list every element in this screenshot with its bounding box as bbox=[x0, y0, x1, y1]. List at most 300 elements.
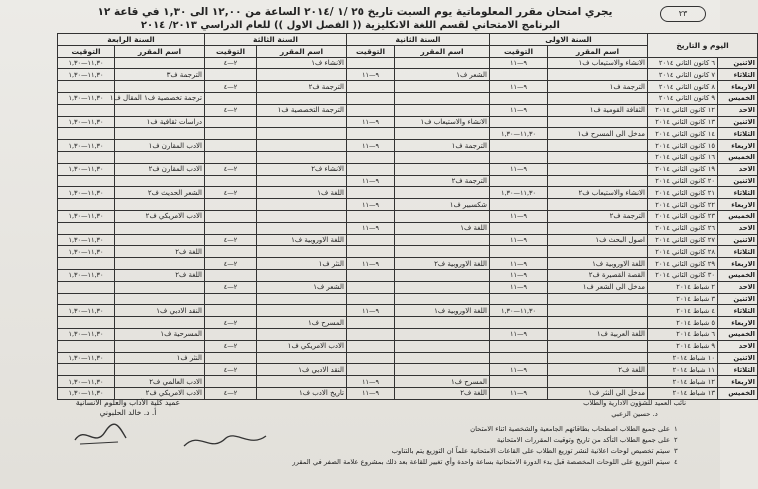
year2-subject-cell bbox=[395, 57, 490, 69]
day-cell: الاربعاء bbox=[718, 376, 758, 388]
year3-time-cell bbox=[205, 269, 257, 281]
year3-time-cell: ٢—٤ bbox=[205, 317, 257, 329]
year1-subject-cell: الترجمة ف٢ bbox=[548, 210, 648, 222]
year2-subject-cell bbox=[395, 187, 490, 199]
note-text: على جميع الطلاب التأكد من تاريخ وتوقيت المقررات الامتحانية bbox=[496, 436, 670, 444]
table-row bbox=[58, 222, 758, 234]
table-row bbox=[58, 57, 758, 69]
year4-time-cell: ١١,٣٠—١,٣٠ bbox=[58, 305, 115, 317]
year4-time-cell: ١١,٣٠—١,٣٠ bbox=[58, 92, 115, 104]
year4-time-cell bbox=[58, 128, 115, 140]
dean-signature-icon bbox=[70, 420, 130, 450]
date-cell: ١١ شباط ٢٠١٤ bbox=[648, 364, 718, 376]
year1-subject-cell bbox=[548, 222, 648, 234]
year4-time-cell: ١١,٣٠—١,٣٠ bbox=[58, 376, 115, 388]
year3-time-cell bbox=[205, 222, 257, 234]
date-cell: ٤ شباط ٢٠١٤ bbox=[648, 305, 718, 317]
day-cell: الاحد bbox=[718, 163, 758, 175]
year4-time-cell bbox=[58, 281, 115, 293]
year2-time-cell bbox=[347, 293, 395, 305]
year3-time-cell bbox=[205, 69, 257, 81]
time-column-header: التوقيت bbox=[205, 45, 257, 57]
year2-subject-cell bbox=[395, 234, 490, 246]
year4-subject-cell: الادب المقارن ف٢ bbox=[115, 163, 205, 175]
page-title: البرنامج الامتحاني لقسم اللغة الانكليزية (( الفصل الاول )) للعام الدراسي ٢٠١٣/ ٢٠١٤ bbox=[140, 20, 560, 31]
year2-subject-cell: اللغة الاوروبية ف٢ bbox=[395, 258, 490, 270]
year3-subject-cell bbox=[257, 69, 347, 81]
year3-subject-cell: الترجمة ف٢ bbox=[257, 81, 347, 93]
note-item bbox=[200, 424, 686, 435]
year2-time-cell bbox=[347, 57, 395, 69]
table-row bbox=[58, 128, 758, 140]
year2-time-cell: ٩—١١ bbox=[347, 387, 395, 399]
year4-time-cell: ١١,٣٠—١,٣٠ bbox=[58, 187, 115, 199]
note-item bbox=[200, 446, 686, 457]
year2-subject-cell: المسرح ف١ bbox=[395, 376, 490, 388]
year3-subject-cell: الترجمة التخصصية ف١ bbox=[257, 104, 347, 116]
subject-column-header: اسم المقرر bbox=[548, 45, 648, 57]
year3-subject-cell bbox=[257, 376, 347, 388]
table-row bbox=[58, 163, 758, 175]
year1-subject-cell bbox=[548, 69, 648, 81]
year1-subject-cell: الترجمة ف١ bbox=[548, 81, 648, 93]
year2-subject-cell: الشعر ف١ bbox=[395, 69, 490, 81]
year1-time-cell: ٩—١١ bbox=[490, 269, 548, 281]
year3-subject-cell bbox=[257, 140, 347, 152]
year2-subject-cell bbox=[395, 269, 490, 281]
year3-time-cell bbox=[205, 210, 257, 222]
year4-header: السنة الرابعة bbox=[58, 34, 205, 46]
year4-time-cell: ١١,٣٠—١,٣٠ bbox=[58, 269, 115, 281]
notes-list bbox=[200, 398, 686, 468]
year3-subject-cell bbox=[257, 175, 347, 187]
year1-time-cell bbox=[490, 340, 548, 352]
year4-subject-cell bbox=[115, 258, 205, 270]
year3-subject-cell bbox=[257, 293, 347, 305]
year2-subject-cell bbox=[395, 364, 490, 376]
table-row bbox=[58, 116, 758, 128]
year1-subject-cell: مدخل الى النثر ف١ bbox=[548, 387, 648, 399]
year1-time-cell bbox=[490, 92, 548, 104]
year4-subject-cell: الترجمة ف٣ bbox=[115, 69, 205, 81]
year2-time-cell bbox=[347, 364, 395, 376]
dean-name: أ. د. خالد الحلبوني bbox=[99, 408, 157, 417]
year3-subject-cell bbox=[257, 116, 347, 128]
year3-time-cell bbox=[205, 151, 257, 163]
year4-subject-cell: النقد الادبي ف١ bbox=[115, 305, 205, 317]
table-row bbox=[58, 246, 758, 258]
year1-subject-cell bbox=[548, 305, 648, 317]
year3-time-cell bbox=[205, 175, 257, 187]
year3-time-cell bbox=[205, 199, 257, 211]
date-cell: ١٣ كانون الثاني ٢٠١٤ bbox=[648, 116, 718, 128]
year4-subject-cell: دراسات ثقافية ف١ bbox=[115, 116, 205, 128]
year1-subject-cell bbox=[548, 175, 648, 187]
year2-time-cell bbox=[347, 281, 395, 293]
date-cell: ٢٣ كانون الثاني ٢٠١٤ bbox=[648, 210, 718, 222]
note-text: سيتم تخصيص لوحات اعلانية لنشر توزيع الطلاب على القاعات الامتحانية علماً ان التوزيع يتم بالتناوب bbox=[391, 447, 670, 455]
year1-subject-cell: اللغة العربية ف١ bbox=[548, 328, 648, 340]
day-cell: الاثنين bbox=[718, 352, 758, 364]
year4-subject-cell: الشعر الحديث ف٢ bbox=[115, 187, 205, 199]
year2-time-cell: ٩—١١ bbox=[347, 222, 395, 234]
year2-subject-cell bbox=[395, 128, 490, 140]
year2-time-cell: ٩—١١ bbox=[347, 140, 395, 152]
year3-subject-cell: الشعر ف١ bbox=[257, 281, 347, 293]
day-cell: الاربعاء bbox=[718, 199, 758, 211]
year2-time-cell bbox=[347, 92, 395, 104]
date-cell: ٣ شباط ٢٠١٤ bbox=[648, 293, 718, 305]
year4-time-cell bbox=[58, 293, 115, 305]
year4-time-cell: ١١,٣٠—١,٣٠ bbox=[58, 246, 115, 258]
date-cell: ٢٨ كانون الثاني ٢٠١٤ bbox=[648, 246, 718, 258]
year1-time-cell bbox=[490, 69, 548, 81]
date-cell: ٢٦ كانون الثاني ٢٠١٤ bbox=[648, 222, 718, 234]
year2-subject-cell bbox=[395, 81, 490, 93]
subject-column-header: اسم المقرر bbox=[257, 45, 347, 57]
year1-subject-cell: اللغة الاوروبية ف١ bbox=[548, 258, 648, 270]
year4-subject-cell bbox=[115, 199, 205, 211]
year1-time-cell: ١١,٣٠—١,٣٠ bbox=[490, 128, 548, 140]
note-text: سيتم التوزيع على اللوحات المخصصة قبل بدء الدورة الامتحانية بساعة واحدة وأي تغيير للقاعة بعد ذلك بمشروع علامة الصفر في المقرر bbox=[292, 458, 670, 466]
year1-time-cell: ٩—١١ bbox=[490, 234, 548, 246]
day-cell: الثلاثاء bbox=[718, 246, 758, 258]
year1-time-cell bbox=[490, 151, 548, 163]
year1-time-cell bbox=[490, 246, 548, 258]
year4-time-cell: ١١,٣٠—١,٣٠ bbox=[58, 210, 115, 222]
table-row bbox=[58, 151, 758, 163]
year3-subject-cell: النقد الادبي ف١ bbox=[257, 364, 347, 376]
year1-time-cell: ٩—١١ bbox=[490, 364, 548, 376]
year4-time-cell bbox=[58, 199, 115, 211]
day-cell: الاثنين bbox=[718, 116, 758, 128]
year4-time-cell bbox=[58, 104, 115, 116]
year3-subject-cell bbox=[257, 151, 347, 163]
year2-header: السنة الثانية bbox=[347, 34, 490, 46]
year3-time-cell bbox=[205, 328, 257, 340]
year2-time-cell bbox=[347, 210, 395, 222]
year2-subject-cell: اللغة ف١ bbox=[395, 222, 490, 234]
date-cell: ٩ شباط ٢٠١٤ bbox=[648, 340, 718, 352]
date-cell: ٨ كانون الثاني ٢٠١٤ bbox=[648, 81, 718, 93]
table-row bbox=[58, 293, 758, 305]
year3-subject-cell: اللغة ف١ bbox=[257, 187, 347, 199]
year2-subject-cell bbox=[395, 340, 490, 352]
year3-time-cell: ٢—٤ bbox=[205, 281, 257, 293]
date-cell: ١٩ كانون الثاني ٢٠١٤ bbox=[648, 163, 718, 175]
table-row bbox=[58, 269, 758, 281]
date-cell: ١٦ كانون الثاني ٢٠١٤ bbox=[648, 151, 718, 163]
year4-subject-cell: الادب الامريكي ف٢ bbox=[115, 387, 205, 399]
year2-subject-cell: اللغة ف٢ bbox=[395, 387, 490, 399]
year2-subject-cell bbox=[395, 293, 490, 305]
table-row bbox=[58, 376, 758, 388]
day-cell: الخميس bbox=[718, 387, 758, 399]
year1-time-cell bbox=[490, 140, 548, 152]
year1-time-cell bbox=[490, 376, 548, 388]
year3-header: السنة الثالثة bbox=[205, 34, 347, 46]
year3-subject-cell: اللغة الاوروبية ف١ bbox=[257, 234, 347, 246]
year3-subject-cell bbox=[257, 222, 347, 234]
day-cell: الاربعاء bbox=[718, 258, 758, 270]
table-row bbox=[58, 175, 758, 187]
year3-subject-cell: الانشاء ف١ bbox=[257, 57, 347, 69]
year4-time-cell: ١١,٣٠—١,٣٠ bbox=[58, 234, 115, 246]
year4-time-cell bbox=[58, 364, 115, 376]
year3-subject-cell bbox=[257, 246, 347, 258]
table-row bbox=[58, 140, 758, 152]
year1-subject-cell bbox=[548, 151, 648, 163]
date-cell: ٥ شباط ٢٠١٤ bbox=[648, 317, 718, 329]
year4-time-cell: ١١,٣٠—١,٣٠ bbox=[58, 69, 115, 81]
year1-subject-cell: الانشاء والاستيعاب ف٢ bbox=[548, 187, 648, 199]
year4-subject-cell: اللغة ف٢ bbox=[115, 269, 205, 281]
year3-time-cell bbox=[205, 128, 257, 140]
year4-subject-cell bbox=[115, 317, 205, 329]
year1-subject-cell bbox=[548, 246, 648, 258]
date-cell: ١٣ شباط ٢٠١٤ bbox=[648, 387, 718, 399]
day-date-header: اليوم و التاريخ bbox=[648, 34, 758, 58]
year2-time-cell bbox=[347, 128, 395, 140]
year2-subject-cell bbox=[395, 281, 490, 293]
year4-subject-cell: النثر ف١ bbox=[115, 352, 205, 364]
year2-subject-cell bbox=[395, 210, 490, 222]
table-row bbox=[58, 364, 758, 376]
year1-subject-cell bbox=[548, 92, 648, 104]
year4-subject-cell bbox=[115, 151, 205, 163]
year4-time-cell bbox=[58, 258, 115, 270]
year4-subject-cell: الادب المقارن ف١ bbox=[115, 140, 205, 152]
day-cell: الاثنين bbox=[718, 293, 758, 305]
year1-time-cell: ١١,٣٠—١,٣٠ bbox=[490, 187, 548, 199]
table-row bbox=[58, 69, 758, 81]
year1-time-cell: ١١,٣٠—١,٣٠ bbox=[490, 305, 548, 317]
note-number: ٢ bbox=[674, 436, 678, 444]
year4-time-cell: ١١,٣٠—١,٣٠ bbox=[58, 140, 115, 152]
year2-subject-cell bbox=[395, 104, 490, 116]
year3-time-cell: ٢—٤ bbox=[205, 387, 257, 399]
year2-time-cell: ٩—١١ bbox=[347, 258, 395, 270]
day-cell: الخميس bbox=[718, 210, 758, 222]
year1-time-cell: ٩—١١ bbox=[490, 81, 548, 93]
year1-subject-cell: الثقافة القومية ف١ bbox=[548, 104, 648, 116]
day-cell: الاحد bbox=[718, 104, 758, 116]
year3-time-cell: ٢—٤ bbox=[205, 163, 257, 175]
year3-subject-cell bbox=[257, 352, 347, 364]
time-column-header: التوقيت bbox=[490, 45, 548, 57]
day-cell: الثلاثاء bbox=[718, 364, 758, 376]
year4-subject-cell: الادب الامريكي ف٢ bbox=[115, 210, 205, 222]
day-cell: الاثنين bbox=[718, 57, 758, 69]
year1-header: السنة الاولى bbox=[490, 34, 648, 46]
year2-subject-cell: الانشاء والاستيعاب ف١ bbox=[395, 116, 490, 128]
date-cell: ٢١ كانون الثاني ٢٠١٤ bbox=[648, 187, 718, 199]
table-row bbox=[58, 104, 758, 116]
year4-subject-cell bbox=[115, 57, 205, 69]
year4-subject-cell bbox=[115, 104, 205, 116]
day-cell: الثلاثاء bbox=[718, 128, 758, 140]
year3-time-cell bbox=[205, 376, 257, 388]
table-row bbox=[58, 328, 758, 340]
date-cell: ٢٢ كانون الثاني ٢٠١٤ bbox=[648, 199, 718, 211]
year3-time-cell: ٢—٤ bbox=[205, 104, 257, 116]
date-cell: ٧ كانون الثاني ٢٠١٤ bbox=[648, 69, 718, 81]
year1-subject-cell bbox=[548, 293, 648, 305]
year2-time-cell: ٩—١١ bbox=[347, 305, 395, 317]
year1-time-cell bbox=[490, 293, 548, 305]
year1-time-cell bbox=[490, 116, 548, 128]
year1-subject-cell bbox=[548, 163, 648, 175]
year2-time-cell: ٩—١١ bbox=[347, 199, 395, 211]
table-row bbox=[58, 317, 758, 329]
exam-announcement: يجري امتحان مقرر المعلوماتية يوم السبت تاريخ ٢٥ /١ /٢٠١٤ الساعة من ١٢,٠٠ الى ١,٣٠ في قاعة ١٢ bbox=[97, 6, 613, 18]
year4-subject-cell bbox=[115, 281, 205, 293]
year2-time-cell bbox=[347, 187, 395, 199]
year1-subject-cell: الانشاء والاستيعاب ف١ bbox=[548, 57, 648, 69]
table-row bbox=[58, 305, 758, 317]
year3-time-cell: ٢—٤ bbox=[205, 258, 257, 270]
vice-dean-signature-block bbox=[583, 398, 686, 420]
table-row bbox=[58, 352, 758, 364]
year1-time-cell: ٩—١١ bbox=[490, 57, 548, 69]
year1-subject-cell bbox=[548, 376, 648, 388]
year3-time-cell bbox=[205, 140, 257, 152]
year1-subject-cell bbox=[548, 140, 648, 152]
date-cell: ١٠ شباط ٢٠١٤ bbox=[648, 352, 718, 364]
day-cell: الاحد bbox=[718, 340, 758, 352]
year1-time-cell: ٩—١١ bbox=[490, 258, 548, 270]
year2-subject-cell: شكسبير ف١ bbox=[395, 199, 490, 211]
year1-subject-cell: القصة القصيرة ف٢ bbox=[548, 269, 648, 281]
year2-time-cell bbox=[347, 317, 395, 329]
date-cell: ١٤ كانون الثاني ٢٠١٤ bbox=[648, 128, 718, 140]
day-cell: الاربعاء bbox=[718, 140, 758, 152]
day-cell: الثلاثاء bbox=[718, 69, 758, 81]
year1-time-cell bbox=[490, 222, 548, 234]
day-cell: الاحد bbox=[718, 222, 758, 234]
year2-subject-cell bbox=[395, 328, 490, 340]
table-row bbox=[58, 199, 758, 211]
year1-subject-cell bbox=[548, 352, 648, 364]
year2-subject-cell: اللغة الاوروبية ف١ bbox=[395, 305, 490, 317]
faculty-logo: ٢٣ bbox=[660, 6, 706, 22]
year3-subject-cell: تاريخ الادب ف١ bbox=[257, 387, 347, 399]
date-cell: ١٢ شباط ٢٠١٤ bbox=[648, 376, 718, 388]
year4-time-cell: ١١,٣٠—١,٣٠ bbox=[58, 163, 115, 175]
table-row bbox=[58, 92, 758, 104]
year4-subject-cell bbox=[115, 234, 205, 246]
year3-time-cell: ٢—٤ bbox=[205, 234, 257, 246]
year3-subject-cell: المسرح ف١ bbox=[257, 317, 347, 329]
year2-time-cell bbox=[347, 104, 395, 116]
year1-time-cell: ٩—١١ bbox=[490, 104, 548, 116]
year4-subject-cell bbox=[115, 81, 205, 93]
year1-subject-cell bbox=[548, 317, 648, 329]
year2-subject-cell bbox=[395, 151, 490, 163]
year2-time-cell bbox=[347, 81, 395, 93]
year2-time-cell bbox=[347, 269, 395, 281]
year4-time-cell bbox=[58, 340, 115, 352]
year2-time-cell: ٩—١١ bbox=[347, 116, 395, 128]
year3-time-cell bbox=[205, 246, 257, 258]
year4-time-cell bbox=[58, 151, 115, 163]
vice-dean-signature-icon bbox=[180, 428, 270, 456]
day-cell: الاثنين bbox=[718, 175, 758, 187]
time-column-header: التوقيت bbox=[347, 45, 395, 57]
year3-time-cell bbox=[205, 305, 257, 317]
note-number: ٤ bbox=[674, 458, 678, 466]
year3-time-cell: ٢—٤ bbox=[205, 340, 257, 352]
year4-subject-cell: اللغة ف٢ bbox=[115, 246, 205, 258]
note-item bbox=[200, 457, 686, 468]
year4-time-cell bbox=[58, 222, 115, 234]
time-column-header: التوقيت bbox=[58, 45, 115, 57]
day-cell: الثلاثاء bbox=[718, 305, 758, 317]
date-cell: ٣٠ كانون الثاني ٢٠١٤ bbox=[648, 269, 718, 281]
table-row bbox=[58, 210, 758, 222]
note-number: ٣ bbox=[674, 447, 678, 455]
schedule-body bbox=[58, 57, 758, 399]
year2-subject-cell bbox=[395, 317, 490, 329]
day-cell: الاربعاء bbox=[718, 317, 758, 329]
year1-subject-cell: اللغة ف٢ bbox=[548, 364, 648, 376]
year3-time-cell bbox=[205, 116, 257, 128]
note-text: على جميع الطلاب اصطحاب بطاقاتهم الجامعية والشخصية اثناء الامتحان bbox=[470, 425, 670, 433]
subject-column-header: اسم المقرر bbox=[395, 45, 490, 57]
year3-subject-cell: النثر ف١ bbox=[257, 258, 347, 270]
day-cell: الثلاثاء bbox=[718, 187, 758, 199]
year2-subject-cell bbox=[395, 246, 490, 258]
year4-time-cell bbox=[58, 175, 115, 187]
year3-subject-cell: الادب الامريكي ف١ bbox=[257, 340, 347, 352]
year3-subject-cell: الانشاء ف٢ bbox=[257, 163, 347, 175]
table-row bbox=[58, 81, 758, 93]
date-cell: ١٢ كانون الثاني ٢٠١٤ bbox=[648, 104, 718, 116]
year3-subject-cell bbox=[257, 128, 347, 140]
vice-dean-name: د. حسين الزعبي bbox=[611, 410, 658, 418]
year3-time-cell: ٢—٤ bbox=[205, 57, 257, 69]
year4-subject-cell bbox=[115, 175, 205, 187]
year2-time-cell bbox=[347, 246, 395, 258]
year4-subject-cell: ترجمة تخصصية ف١ المقال ف١ bbox=[115, 92, 205, 104]
year4-subject-cell bbox=[115, 128, 205, 140]
year3-time-cell: ٢—٤ bbox=[205, 364, 257, 376]
table-row bbox=[58, 281, 758, 293]
date-cell: ٢٧ كانون الثاني ٢٠١٤ bbox=[648, 234, 718, 246]
year1-time-cell bbox=[490, 352, 548, 364]
year1-subject-cell bbox=[548, 340, 648, 352]
table-row bbox=[58, 258, 758, 270]
year1-time-cell bbox=[490, 175, 548, 187]
year2-subject-cell bbox=[395, 352, 490, 364]
year1-time-cell: ٩—١١ bbox=[490, 210, 548, 222]
year4-time-cell: ١١,٣٠—١,٣٠ bbox=[58, 387, 115, 399]
date-cell: ٦ شباط ٢٠١٤ bbox=[648, 328, 718, 340]
year1-subject-cell bbox=[548, 199, 648, 211]
year1-time-cell: ٩—١١ bbox=[490, 328, 548, 340]
year3-subject-cell bbox=[257, 269, 347, 281]
day-cell: الخميس bbox=[718, 92, 758, 104]
note-item bbox=[200, 435, 686, 446]
year3-time-cell bbox=[205, 352, 257, 364]
year1-time-cell: ٩—١١ bbox=[490, 387, 548, 399]
year2-time-cell bbox=[347, 352, 395, 364]
table-row bbox=[58, 187, 758, 199]
year1-time-cell: ٩—١١ bbox=[490, 163, 548, 175]
year2-time-cell bbox=[347, 328, 395, 340]
day-cell: الخميس bbox=[718, 269, 758, 281]
year3-time-cell bbox=[205, 92, 257, 104]
